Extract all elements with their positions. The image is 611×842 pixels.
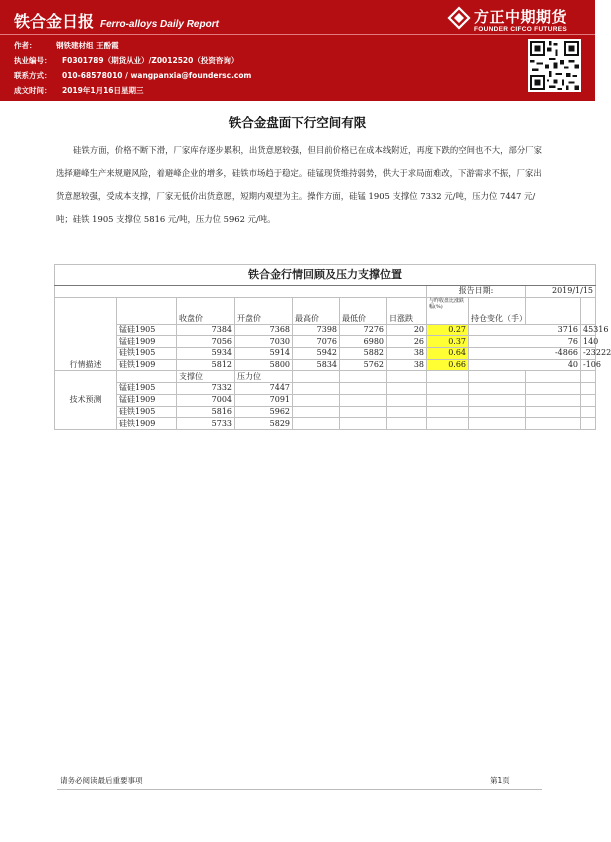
oi-total-cell: 140 — [581, 336, 596, 348]
change-cell: 26 — [387, 336, 427, 348]
logo-text-cn: 方正中期期货 — [474, 8, 568, 26]
footer-page-number: 第1页 — [490, 776, 510, 785]
article-body — [56, 139, 546, 231]
report-date-label: 报告日期: — [427, 286, 526, 298]
contract-name: 硅铁1909 — [117, 418, 177, 430]
header-support: 支撑位 — [177, 371, 235, 383]
oi-cell: 76 — [469, 336, 581, 348]
contract-name: 锰硅1905 — [117, 324, 177, 336]
blank-cell — [340, 371, 387, 383]
open-cell: 7030 — [235, 336, 293, 348]
blank-cell — [526, 394, 581, 406]
table-header-row — [55, 297, 596, 324]
close-cell: 5812 — [177, 359, 235, 371]
blank-cell — [469, 371, 526, 383]
blank-cell — [293, 406, 340, 418]
change-cell: 38 — [387, 359, 427, 371]
contract-name: 硅铁1905 — [117, 406, 177, 418]
license-label: 执业编号： — [14, 56, 52, 65]
support-cell: 7004 — [177, 394, 235, 406]
report-title-cn: 铁合金日报 — [14, 12, 95, 31]
date-line — [14, 85, 144, 96]
oi-cell: 40 — [469, 359, 581, 371]
qr-code-icon — [528, 39, 581, 92]
blank-cell — [387, 406, 427, 418]
contact-label: 联系方式： — [14, 71, 52, 80]
header-low: 最低价 — [340, 297, 387, 324]
change-cell: 38 — [387, 348, 427, 360]
table-row — [55, 383, 596, 395]
blank-cell — [387, 371, 427, 383]
tech-header-row — [55, 371, 596, 383]
contact-value: 010-68578010 / wangpanxia@foundersc.com — [62, 71, 252, 80]
contract-name: 锰硅1909 — [117, 336, 177, 348]
date-value: 2019年1月16日星期三 — [62, 86, 144, 95]
header-name-cell — [117, 297, 177, 324]
tech-header-name-cell — [117, 371, 177, 383]
high-cell: 5834 — [293, 359, 340, 371]
blank-cell — [427, 394, 469, 406]
report-title-en: Ferro-alloys Daily Report — [100, 19, 219, 30]
high-cell: 7398 — [293, 324, 340, 336]
blank-cell — [55, 286, 427, 298]
report-date-row — [55, 286, 596, 298]
table-row — [55, 336, 596, 348]
blank-cell — [340, 383, 387, 395]
pct-cell: 0.27 — [427, 324, 469, 336]
header-change: 日涨跌 — [387, 297, 427, 324]
blank-cell — [469, 394, 526, 406]
high-cell: 5942 — [293, 348, 340, 360]
blank-cell — [526, 418, 581, 430]
author-line — [14, 40, 119, 51]
section-label-market: 行情描述 — [55, 297, 117, 371]
blank-cell — [427, 371, 469, 383]
blank-cell — [427, 383, 469, 395]
oi-total-cell: -106 — [581, 359, 596, 371]
article-headline: 铁合金盘面下行空间有限 — [228, 115, 367, 130]
header-resistance: 压力位 — [235, 371, 293, 383]
pct-cell: 0.66 — [427, 359, 469, 371]
support-cell: 7332 — [177, 383, 235, 395]
resistance-cell: 5962 — [235, 406, 293, 418]
high-cell: 7076 — [293, 336, 340, 348]
header-close: 收盘价 — [177, 297, 235, 324]
blank-cell — [469, 406, 526, 418]
blank-cell — [387, 383, 427, 395]
resistance-cell: 5829 — [235, 418, 293, 430]
license-line — [14, 55, 238, 66]
blank-cell — [469, 418, 526, 430]
table-title-row — [55, 265, 596, 286]
blank-cell — [293, 383, 340, 395]
blank-cell — [526, 383, 581, 395]
blank-cell — [581, 394, 596, 406]
blank-cell — [581, 418, 596, 430]
header-pct: 与昨收盘比涨跌幅(%) — [427, 297, 469, 324]
section-label-tech: 技术预测 — [55, 371, 117, 429]
market-table — [54, 264, 611, 430]
blank-cell — [526, 371, 581, 383]
blank-cell — [581, 371, 596, 383]
report-title — [14, 9, 219, 32]
footer-divider — [57, 789, 542, 790]
close-cell: 7056 — [177, 336, 235, 348]
blank-cell — [293, 394, 340, 406]
blank-cell — [340, 418, 387, 430]
blank-cell — [469, 383, 526, 395]
logo-mark-icon — [448, 7, 470, 29]
blank-cell — [387, 418, 427, 430]
resistance-cell: 7447 — [235, 383, 293, 395]
header-oi-total — [526, 297, 581, 324]
blank-cell — [387, 394, 427, 406]
table-row — [55, 359, 596, 371]
blank-cell — [340, 406, 387, 418]
oi-total-cell: 45316 — [581, 324, 596, 336]
blank-cell — [581, 383, 596, 395]
blank-cell — [526, 406, 581, 418]
open-cell: 5800 — [235, 359, 293, 371]
table-title: 铁合金行情回顾及压力支撑位置 — [55, 265, 596, 286]
header-pad — [581, 297, 596, 324]
table-row — [55, 348, 596, 360]
report-header — [0, 0, 595, 101]
license-value: F0301789（期货从业）/Z0012520（投资咨询） — [62, 56, 239, 65]
contract-name: 锰硅1909 — [117, 394, 177, 406]
logo-text-en: FOUNDER CIFCO FUTURES — [474, 26, 567, 33]
header-divider — [0, 34, 595, 35]
blank-cell — [427, 418, 469, 430]
header-high: 最高价 — [293, 297, 340, 324]
contact-line — [14, 70, 251, 81]
author-value: 钢铁建材组 王酚霞 — [56, 41, 119, 50]
blank-cell — [340, 394, 387, 406]
close-cell: 5934 — [177, 348, 235, 360]
date-label: 成文时间： — [14, 86, 52, 95]
blank-cell — [293, 371, 340, 383]
support-cell: 5733 — [177, 418, 235, 430]
pct-cell: 0.37 — [427, 336, 469, 348]
low-cell: 7276 — [340, 324, 387, 336]
low-cell: 6980 — [340, 336, 387, 348]
header-oi-change: 持仓变化（手） — [469, 297, 526, 324]
article-paragraph: 硅铁方面，价格不断下滑，厂家库存逐步累积，出货意愿较强，但目前价格已在成本线附近，再度下跌的空间也不大，部分厂家选择避峰生产来规避风险，着避峰企业的增多，硅铁市场趋于稳定。硅锰现货维持弱势，供大于求局面难改，下游需求不振，厂家出货意愿较强，受成本支撑，厂家无低价出货意愿，短期内观望为主。操作方面，硅锰 1905 支撑位 7332 元/吨，压力位 7447 元/吨；硅铁 1905 支撑位 5816 元/吨，压力位 5962 元/吨。 — [56, 145, 542, 224]
open-cell: 7368 — [235, 324, 293, 336]
oi-total-cell: -23222 — [581, 348, 596, 360]
resistance-cell: 7091 — [235, 394, 293, 406]
support-cell: 5816 — [177, 406, 235, 418]
table-row — [55, 418, 596, 430]
blank-cell — [293, 418, 340, 430]
table-row — [55, 394, 596, 406]
table-row — [55, 406, 596, 418]
oi-cell: -4866 — [469, 348, 581, 360]
close-cell: 7384 — [177, 324, 235, 336]
header-open: 开盘价 — [235, 297, 293, 324]
footer-disclaimer: 请务必阅读最后重要事项 — [60, 776, 143, 785]
blank-cell — [427, 406, 469, 418]
contract-name: 硅铁1905 — [117, 348, 177, 360]
low-cell: 5882 — [340, 348, 387, 360]
blank-cell — [581, 406, 596, 418]
author-label: 作者： — [14, 41, 37, 50]
table-row — [55, 324, 596, 336]
pct-cell: 0.64 — [427, 348, 469, 360]
open-cell: 5914 — [235, 348, 293, 360]
change-cell: 20 — [387, 324, 427, 336]
contract-name: 硅铁1909 — [117, 359, 177, 371]
oi-cell: 3716 — [469, 324, 581, 336]
contract-name: 锰硅1905 — [117, 383, 177, 395]
low-cell: 5762 — [340, 359, 387, 371]
report-date-value: 2019/1/15 — [526, 286, 596, 298]
